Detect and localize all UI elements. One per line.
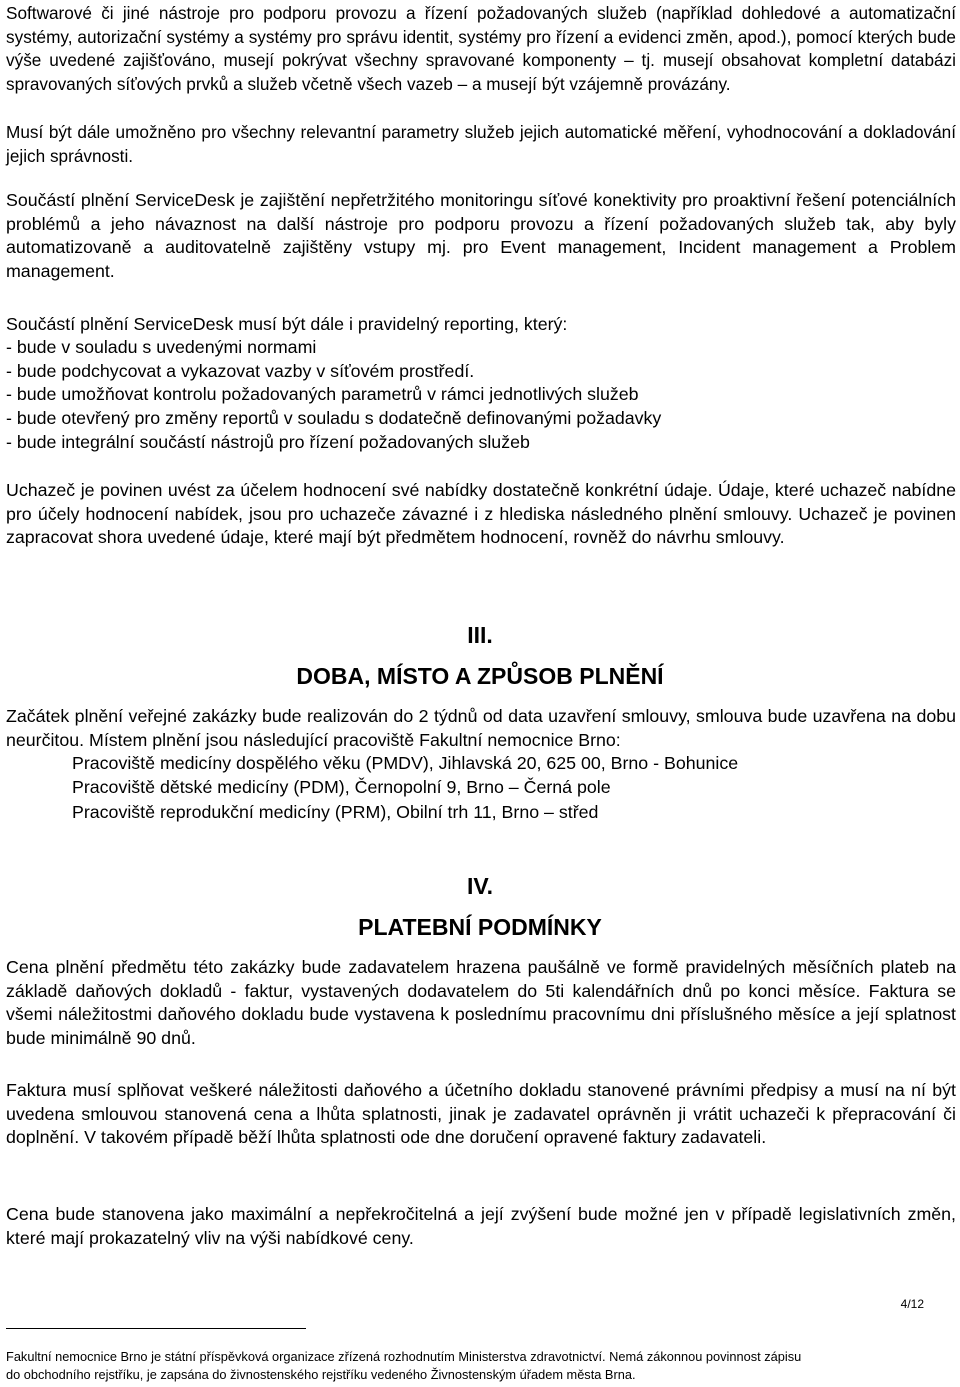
price-paragraph: Cena bude stanovena jako maximální a nepřekročitelná a její zvýšení bude možné jen v případě legislativních změn, které mají prokazatelný vliv na výši nabídkové ceny. (6, 1204, 956, 1248)
payment-paragraph: Cena plnění předmětu této zakázky bude zadavatelem hrazena paušálně ve formě pravidelných měsíčních plateb na základě daňových dokladů - faktur, vystavených dodavatelem do 5ti kalendářních dnů po konci měsíce. Faktura se všemi náležitostmi daňového dokladu bude vystavena k poslednímu pracovnímu dni příslušného měsíce a její splatnost bude minimálně 90 dnů. (6, 957, 956, 1049)
section3-paragraph: Začátek plnění veřejné zakázky bude realizován do 2 týdnů od data uzavření smlouvy, smlouva bude uzavřena na dobu neurčitou. Místem plnění jsou následující pracoviště Fakultní nemocnice Brno: (6, 706, 956, 750)
invoice-paragraph: Faktura musí splňovat veškeré náležitosti daňového a účetního dokladu stanovené právními předpisy a musí na ní být uvedena smlouvou stanovená cena a lhůta splatnosti, jinak je zadavatel oprávněn ji vrátit uchazeči k přepracování či doplnění. V takovém případě běží lhůta splatnosti ode dne doručení opravené faktury zadavateli. (6, 1080, 956, 1148)
section-number: III. (467, 622, 493, 648)
measurement-paragraph: Musí být dále umožněno pro všechny relevantní parametry služeb jejich automatické měření, vyhodnocování a dokladování jejich správnosti. (6, 122, 956, 166)
places-list (72, 751, 932, 824)
list-item: Pracoviště dětské medicíny (PDM), Černopolní 9, Brno – Černá pole (72, 777, 611, 798)
list-item: - bude podchycovat a vykazovat vazby v síťovém prostředí. (6, 360, 475, 381)
list-item: Pracoviště reprodukční medicíny (PRM), Obilní trh 11, Brno – střed (72, 801, 599, 822)
footer-divider (6, 1328, 306, 1329)
list-item: - bude v souladu s uvedenými normami (6, 337, 317, 357)
list-item: - bude otevřený pro změny reportů v souladu s dodatečně definovanými požadavky (6, 408, 662, 429)
footer-line: Fakultní nemocnice Brno je státní příspěvková organizace zřízená rozhodnutím Ministerstva zdravotnictví. Nemá zákonnou povinnost zápisu (6, 1349, 802, 1364)
section-title: PLATEBNÍ PODMÍNKY (358, 914, 602, 940)
section-title: DOBA, MÍSTO A ZPŮSOB PLNĚNÍ (296, 663, 664, 689)
monitoring-paragraph: Součástí plnění ServiceDesk je zajištění nepřetržitého monitoringu síťové konektivity pro proaktivní řešení potenciálních problémů a jeho návaznost na další nástroje pro podporu provozu a řízení požadovaných služeb tak, aby byly automatizovaně a auditovatelně zajištěny vstupy mj. pro Event management, Incident management a Problem management. (6, 190, 956, 282)
page-number: 4/12 (900, 1297, 924, 1311)
footer-line: do obchodního rejstříku, je zapsána do živnostenského rejstříku vedeného Živnostenským úřadem města Brna. (6, 1367, 636, 1382)
list-item: Pracoviště medicíny dospělého věku (PMDV), Jihlavská 20, 625 00, Brno - Bohunice (72, 753, 739, 773)
intro-paragraph: Softwarové či jiné nástroje pro podporu provozu a řízení požadovaných služeb (například dohledové a automatizační systémy, autorizační systémy a systémy pro správu identit, systémy pro řízení a evidenci změn, apod.), pomocí kterých bude výše uvedené zajišťováno, musejí pokrývat všechny spravované komponenty – tj. musejí obsahovat kompletní databázi spravovaných síťových prvků a služeb včetně všech vazeb – a musejí být vzájemně provázány. (6, 3, 956, 95)
section-number: IV. (466, 873, 493, 899)
reporting-intro: Součástí plnění ServiceDesk musí být dále i pravidelný reporting, který: (6, 314, 568, 334)
list-item: - bude umožňovat kontrolu požadovaných parametrů v rámci jednotlivých služeb (6, 384, 639, 405)
applicant-paragraph: Uchazeč je povinen uvést za účelem hodnocení své nabídky dostatečně konkrétní údaje. Údaje, které uchazeč nabídne pro účely hodnocení nabídek, jsou pro uchazeče závazné i z hlediska následného plnění smlouvy. Uchazeč je povinen zapracovat shora uvedené údaje, které mají být předmětem hodnocení, rovněž do návrhu smlouvy. (6, 480, 956, 548)
list-item: - bude integrální součástí nástrojů pro řízení požadovaných služeb (6, 431, 530, 452)
footer (6, 1348, 956, 1384)
reporting-list (6, 336, 956, 455)
